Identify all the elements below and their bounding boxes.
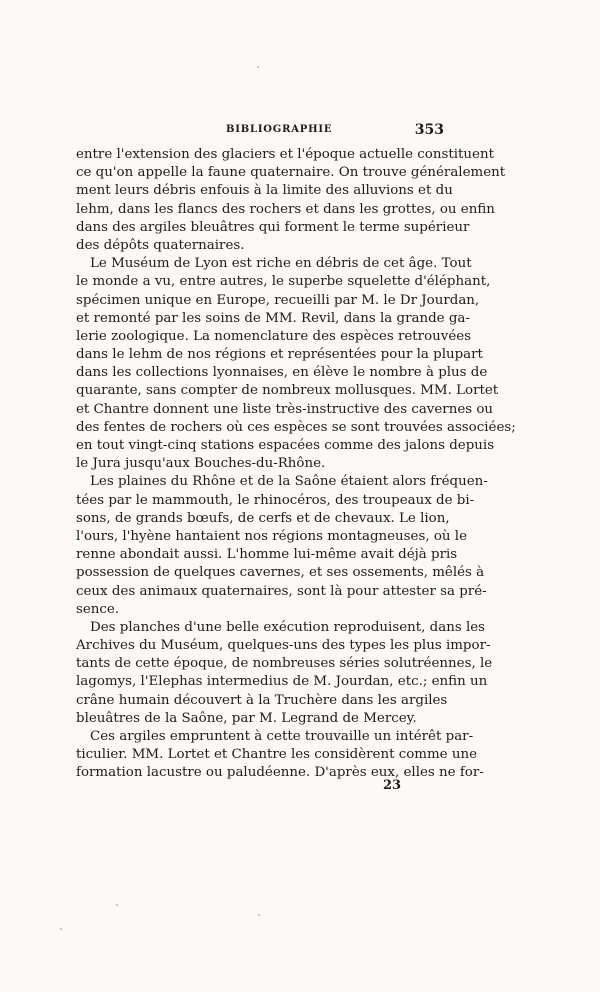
- page-number: 353: [414, 122, 444, 138]
- text-line: l'ours, l'hyène hantaient nos régions montagneuses, où le: [76, 528, 468, 544]
- text-line: quarante, sans compter de nombreux mollusques. MM. Lortet: [76, 383, 499, 399]
- text-line: et Chantre donnent une liste très-instructive des cavernes ou: [76, 401, 494, 417]
- text-line: Le Muséum de Lyon est riche en débris de cet âge. Tout: [90, 256, 472, 272]
- text-line: lehm, dans les flancs des rochers et dans les grottes, ou enfin: [76, 201, 495, 217]
- paper-speck: [258, 914, 260, 916]
- signature-mark: 23: [383, 778, 402, 793]
- text-line: renne abondait aussi. L'homme lui-même avait déjà pris: [76, 547, 458, 563]
- text-line: Archives du Muséum, quelques-uns des types les plus impor-: [76, 638, 491, 654]
- body-text: [76, 146, 516, 783]
- text-line: sons, de grands bœufs, de cerfs et de chevaux. Le lion,: [76, 510, 450, 526]
- text-line: tants de cette époque, de nombreuses séries solutréennes, le: [76, 656, 493, 672]
- text-line: bleuâtres de la Saône, par M. Legrand de Mercey.: [76, 710, 417, 726]
- running-title: BIBLIOGRAPHIE: [226, 124, 333, 135]
- text-line: des dépôts quaternaires.: [76, 237, 245, 253]
- text-line: Les plaines du Rhône et de la Saône étaient alors fréquen-: [90, 474, 488, 490]
- text-line: ce qu'on appelle la faune quaternaire. On trouve généralement: [76, 165, 506, 181]
- text-line: lagomys, l'Elephas intermedius de M. Jourdan, etc.; enfin un: [76, 674, 488, 690]
- text-line: dans les collections lyonnaises, en élève le nombre à plus de: [76, 365, 488, 381]
- text-line: dans des argiles bleuâtres qui forment le terme supérieur: [76, 219, 470, 235]
- text-line: Ces argiles empruntent à cette trouvaille un intérêt par-: [90, 729, 474, 744]
- text-line: en tout vingt-cinq stations espacées comme des jalons depuis: [76, 438, 495, 453]
- text-line: tées par le mammouth, le rhinocéros, des troupeaux de bi-: [76, 492, 475, 508]
- text-line: possession de quelques cavernes, et ses ossements, mêlés à: [76, 565, 485, 581]
- running-head: [74, 122, 444, 140]
- text-line: le Jura jusqu'aux Bouches-du-Rhône.: [76, 456, 326, 472]
- text-line: formation lacustre ou paludéenne. D'après eux, elles ne for-: [76, 765, 484, 781]
- text-line: entre l'extension des glaciers et l'époque actuelle constituent: [76, 147, 494, 162]
- paper-speck: [257, 66, 259, 68]
- text-line: ment leurs débris enfouis à la limite des alluvions et du: [76, 183, 453, 199]
- text-line: et remonté par les soins de MM. Revil, dans la grande ga-: [76, 310, 470, 326]
- text-line: ceux des animaux quaternaires, sont là pour attester sa pré-: [76, 583, 487, 599]
- text-line: des fentes de rochers où ces espèces se sont trouvées associées;: [76, 419, 516, 435]
- text-line: crâne humain découvert à la Truchère dans les argiles: [76, 692, 448, 708]
- text-line: Des planches d'une belle exécution reproduisent, dans les: [90, 619, 486, 635]
- text-line: le monde a vu, entre autres, le superbe squelette d'éléphant,: [76, 274, 491, 290]
- text-line: spécimen unique en Europe, recueilli par M. le Dr Jourdan,: [76, 292, 480, 308]
- paper-speck: [60, 928, 62, 930]
- text-line: dans le lehm de nos régions et représentées pour la plupart: [76, 347, 483, 363]
- text-line: lerie zoologique. La nomenclature des espèces retrouvées: [76, 328, 472, 344]
- paper-speck: [116, 904, 118, 906]
- text-line: sence.: [76, 601, 120, 617]
- text-line: ticulier. MM. Lortet et Chantre les considèrent comme une: [76, 747, 478, 763]
